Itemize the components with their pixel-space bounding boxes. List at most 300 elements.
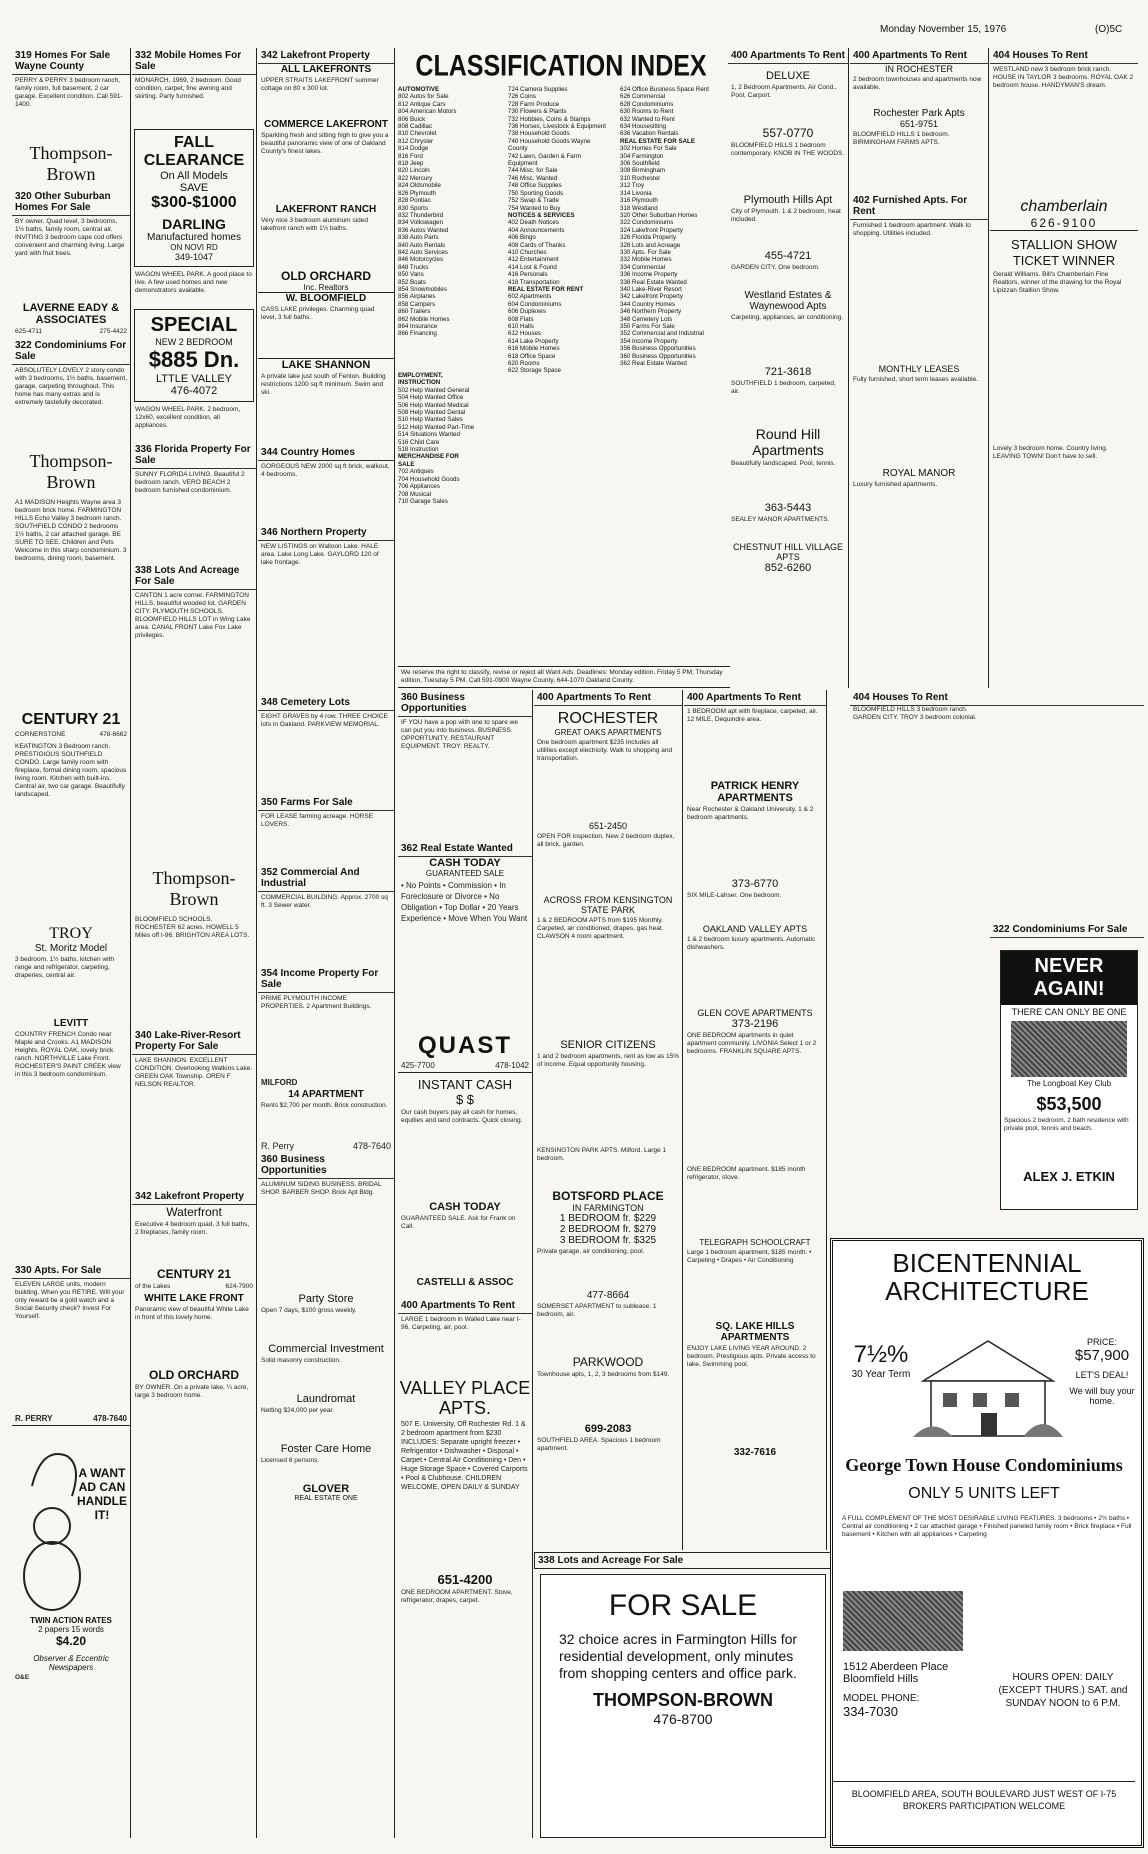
instant-cash-symbols: $ $ [455,1092,475,1107]
index-entry: 864 Insurance [398,323,438,330]
index-entry: 866 Financing [398,330,437,338]
section-heading-340: 340 Lake-River-Resort Property For Sale [132,1028,256,1055]
index-entry: 834 Volkswagen [398,219,444,227]
botsford-1br: 1 BEDROOM fr. $229 [559,1213,657,1224]
index-entry: 830 Sports [398,204,428,212]
rochester-park-heading: Rochester Park Apts [873,108,965,119]
model-phone: 334-7030 [843,1704,898,1719]
listing-text: PERRY & PERRY 3 bedroom ranch, family room, full basement, 2 car garage. Excellent condition. Call 591-1400. [15,77,123,108]
header-date: Monday November 15, 1976 [880,24,1007,35]
thompson-brown-logo: Thompson-Brown [152,868,236,909]
listing-text: Licensed 8 persons. [261,1457,320,1464]
index-entry: 410 Churches [508,248,547,256]
glen-cove-heading: GLEN COVE APARTMENTS [697,1008,813,1018]
section-heading-320: 320 Other Suburban Homes For Sale [12,189,130,216]
index-entry: 622 Storage Space [508,367,561,375]
listing-text: EIGHT GRAVES by 4 row. THREE CHOICE lots in Oakland. PARKVIEW MEMORIAL. [261,713,388,728]
westland-heading: Westland Estates & Waynewood Apts [744,290,832,312]
index-entry: 508 Help Wanted Dental [398,409,466,417]
deluxe-heading: DELUXE [765,70,811,82]
index-entry: 748 Office Supplies [508,182,562,190]
index-entry: 502 Help Wanted General [398,386,470,394]
listing-text: BLOOMFIELD HILLS 1 bedroom contemporary. KNOB IN THE WOODS. [731,142,845,157]
section-heading-342b: 342 Lakefront Property [258,48,394,64]
index-entry: 402 Death Notices [508,219,559,227]
townhouse-illustration [913,1321,1063,1441]
kensington-heading: ACROSS FROM KENSINGTON STATE PARK [543,895,673,915]
listing-text: WESTLAND new 3 bedroom brick ranch. HOUSE IN TAYLOR 3 bedrooms. ROYAL OAK 2 bedroom house. HANDYMAN'S dream. [993,66,1134,89]
listing-text: Lovely 3 bedroom home. Country living. LEAVING TOWN! Don't have to sell. [993,445,1108,460]
party-store-heading: Party Store [298,1293,354,1305]
round-hill-heading: Round Hill Apartments [752,426,824,458]
index-entry: 624 Office Business Space Rent [620,86,709,93]
listing-text: Open 7 days, $100 gross weekly. [261,1307,357,1314]
patrick-henry-phone: 373-6770 [731,878,779,890]
rates-title: TWIN ACTION RATES [30,1616,112,1625]
rochester-park-phone: 651-9751 [899,119,939,129]
index-entry: 628 Condominiums [620,100,674,108]
column-h [850,48,989,688]
listing-text: COMMERCIAL BUILDING. Approx. 2700 sq ft. 3 Sewer water. [261,894,388,909]
index-entry: 406 Bingo [508,234,536,242]
index-notice: We reserve the right to classify, revise or reject all Want Ads. Deadlines: Monday edition, Friday 5 PM; Thursday edition, Tuesday 5 PM. Call 591-0900 Wayne County, 644-1070 Oakland County. [398,666,730,688]
index-entry: 704 Household Goods [398,475,460,483]
index-entry: 416 Personals [508,271,548,279]
listing-text: A1 MADISON Heights Wayne area 3 bedroom brick home. FARMINGTON HILLS Echo Valley 3 bedroom ranch. SOUTHFIELD CONDO 2 bedrooms 1½ baths, 2 car attached garage. BE SURE TO SEE. Children and Pets Welcome in this sharp condominium. 3 bedrooms, dining room, basement. [15,499,127,562]
chamberlain-logo: chamberlain [1020,198,1108,215]
index-entry: 318 Westland [620,204,658,212]
page-number: (O)5C [1095,24,1123,35]
index-entry: 860 Trailers [398,308,431,316]
index-entry: 510 Help Wanted Sales [398,416,463,424]
index-entry: 740 Household Goods Wayne County [508,137,591,153]
for-sale-ad [540,1574,826,1838]
index-entry: 820 Lincoln [398,167,430,175]
listing-text: COUNTRY FRENCH Condo near Maple and Crooks. A1 MADISON Heights. ROYAL OAK, lovely brick ranch. NORTHVILLE Lake Front. ROCHESTER'S PAINT CREEK view in this 3 bedroom condominium. [15,1031,121,1078]
lets-deal: LET'S DEAL! [1075,1370,1129,1380]
index-entry: 862 Mobile Homes [398,315,450,323]
index-entry: 602 Apartments [508,293,552,301]
index-entry: 314 Livonia [620,189,652,197]
listing-text: KEATINGTON 3 Bedroom ranch. PRESTIGIOUS SOUTHFIELD CONDO. Large family room with fireplace, formal dining room, spacious living room. Kitchen with built-ins. Central air, two car garage. Beautifully landscaped. [15,743,127,798]
listing-text: Large 1 bedroom apartment, $185 month. • Carpeting • Drapes • Air Conditioning [687,1249,812,1264]
index-entry: 730 Flowers & Plants [508,108,567,116]
listing-text: GORGEOUS NEW 2000 sq ft brick, walkout, 4 bedrooms. [261,463,390,478]
index-entry: 330 Apts. For Sale [620,248,671,256]
section-heading-400e: 400 Apartments To Rent [850,48,988,64]
listing-text: FOR LEASE farming acreage. HORSE LOVERS. [261,813,373,828]
never-again-title: NEVER AGAIN! [1001,951,1137,1005]
index-entry: 504 Help Wanted Office [398,394,464,402]
perry-info: R. Perry 478-7640 [261,1141,391,1151]
index-entry: NOTICES & SERVICES [508,211,575,219]
quast-logo: QUAST [418,1032,512,1059]
listing-text: BLOOMFIELD HILLS 1 bedroom. BIRMINGHAM FARMS APTS. [853,131,950,146]
old-orchard-logo: OLD ORCHARD [281,269,371,283]
units-left: ONLY 5 UNITS LEFT [908,1485,1060,1502]
for-sale-body: 32 choice acres in Farmington Hills for residential development, only minutes from shopping centers and office park. [559,1631,798,1681]
newspaper-logo: Observer & Eccentric Newspapers [33,1654,109,1672]
section-heading-400: 400 Apartments To Rent [398,1298,532,1314]
index-entry: 604 Condominiums [508,300,562,308]
listing-text: 1 & 2 bedroom luxury apartments. Automatic dishwashers. [687,936,816,951]
castelli-logo: CASTELLI & ASSOC [416,1277,514,1288]
index-entry: 340 Lake-River Resort [620,285,682,293]
section-heading-342: 342 Lakefront Property [132,1189,256,1205]
index-entry: AUTOMOTIVE [398,86,440,93]
sq-lake-hills-phone: 332-7616 [733,1447,777,1458]
index-entry: 726 Coins [508,93,536,101]
lakefront-ranch-heading: LAKEFRONT RANCH [275,204,377,215]
quast-phones: 425-7700 478-1042 [401,1061,529,1070]
section-heading-336: 336 Florida Property For Sale [132,442,256,469]
listing-text: KENSINGTON PARK APTS. Milford. Large 1 bedroom. [537,1147,667,1162]
section-heading-400b: 400 Apartments To Rent [534,690,682,706]
century-21-info: of the Lakes 624-7900 [135,1283,253,1290]
price-block [1069,1337,1135,1406]
section-heading-319: 319 Homes For Sale Wayne County [12,48,130,75]
index-entry: 708 Musical [398,490,432,498]
bicentennial-title: BICENTENNIAL ARCHITECTURE [885,1248,1089,1306]
index-entry: 810 Chevrolet [398,130,437,138]
laundromat-heading: Laundromat [296,1393,356,1405]
column-a [12,48,131,1838]
glover-logo: GLOVER [302,1483,350,1495]
index-entry: 418 Transportation [508,278,560,286]
index-entry: 724 Camera Supplies [508,86,568,93]
parkwood-phone: 699-2083 [584,1423,632,1435]
index-entry: 516 Child Care [398,438,440,446]
listing-text: 1 BEDROOM apt with fireplace, carpeted, air. 12 MILE, Dequindre area. [687,708,818,723]
column-i [990,48,1138,688]
index-entry: 356 Business Opportunities [620,345,696,353]
index-entry: EMPLOYMENT, INSTRUCTION [398,372,443,387]
listing-text: SEALEY MANOR APARTMENTS. [731,516,830,523]
index-entry: 826 Plymouth [398,189,436,197]
section-heading-404: 404 Houses To Rent [990,48,1138,64]
index-entry: 620 Rooms [508,360,540,368]
listing-text: A private lake just south of Fenton. Building restrictions 1200 sq ft minimum. Swim and ski. [261,373,386,396]
fall-clearance-ad: FALL CLEARANCE On All Models SAVE $300-$1000 DARLING Manufactured homes ON NOVI RD 349-1047 [134,129,254,267]
listing-text: ALUMINUM SIDING BUSINESS. BRIDAL SHOP. BARBER SHOP. Brick Apt Bldg. [261,1181,382,1196]
listing-text: Our cash buyers pay all cash for homes, equities and land contracts. Quick closing. [401,1109,523,1124]
index-entry: 324 Lakefront Property [620,226,683,234]
column-b [132,48,257,1838]
column-c [258,48,395,1838]
index-entry: 746 Misc. Wanted [508,174,558,182]
want-ad-cartoon [12,1425,130,1616]
index-entry: 506 Help Wanted Medical [398,401,469,409]
index-entry: 728 Farm Produce [508,100,560,108]
page-code: O&E [15,1674,30,1681]
round-hill-phone: 363-5443 [764,502,812,514]
listing-text: PRIME PLYMOUTH INCOME PROPERTIES. 2 Apartment Buildings. [261,995,372,1010]
index-entry: 812 Antique Cars [398,100,446,108]
index-entry: 806 Buick [398,115,426,123]
index-entry: 618 Office Space [508,352,556,360]
index-entry: 614 Lake Property [508,337,559,345]
index-entry: 332 Mobile Homes [620,256,672,264]
listing-text: City of Plymouth. 1 & 2 bedroom, heat included. [731,208,841,223]
for-sale-title: FOR SALE [608,1589,758,1622]
index-entry: 828 Pontiac [398,197,431,205]
patrick-henry-heading: PATRICK HENRY APARTMENTS [710,780,800,804]
all-lakefronts-heading: ALL LAKEFRONTS [280,64,372,75]
index-entry: REAL ESTATE FOR RENT [508,285,584,293]
rate-value: 7½% [853,1341,909,1368]
glover-sub: REAL ESTATE ONE [294,1495,358,1502]
index-column-3 [508,86,608,375]
botsford-phone: 477-8664 [586,1290,630,1301]
trade-offer: We will buy your home. [1069,1386,1135,1406]
address-block [843,1661,983,1719]
index-entry: 808 Cadillac [398,123,433,131]
listing-text: LAKE SHANNON. EXCELLENT CONDITION. Overlooking Watkins Lake. GREEN OAK Township. OREN F NELSON REALTOR. [135,1057,253,1088]
index-entry: 838 Auto Parts [398,234,439,242]
address-line-1: 1512 Aberdeen Place [843,1661,949,1673]
valley-place-phone: 651-4200 [437,1572,493,1587]
section-heading-344: 344 Country Homes [258,445,394,461]
index-entry: 310 Rochester [620,174,661,182]
listing-text: OPEN FOR inspection. New 2 bedroom duplex, all brick, garden. [537,833,675,848]
column-g [728,48,849,688]
index-entry: 752 Swap & Trade [508,197,559,205]
cash-today-heading-2: CASH TODAY [429,1201,501,1213]
thompson-brown-logo: Thompson-Brown [29,451,113,492]
column-f [684,690,827,1550]
index-entry: 342 Lakefront Property [620,293,683,301]
listing-text: Private garage, air conditioning, pool. [537,1248,645,1255]
address-line-2: Bloomfield Hills [843,1673,919,1685]
deluxe-phone: 557-0770 [762,126,814,140]
rochester-heading: ROCHESTER [557,710,659,727]
listing-text: BY owner. Quad level, 3 bedrooms, 1½ baths, family room, central air. INVITING 3 bedroom cape cod offers convenient and charming living. Large yard with fruit trees. [15,218,125,257]
cash-today-sub: GUARANTEED SALE [425,869,505,878]
listing-text: Fully furnished, short term leases available. [853,376,979,383]
listing-text: ONE BEDROOM APARTMENT. Stove, refrigerator, drapes, carpet. [401,1589,513,1604]
rochester-phone: 651-2450 [588,821,628,831]
section-heading-330: 330 Apts. For Sale [12,1263,130,1279]
bicentennial-ad [830,1238,1144,1848]
section-heading-322b: 322 Condominiums For Sale [990,922,1144,938]
senior-citizens-heading: SENIOR CITIZENS [560,1039,656,1051]
thompson-brown-logo: Thompson-Brown [29,143,113,184]
index-entry: 512 Help Wanted Part-Time [398,423,475,431]
laverne-eady-phones: 625-4711 275-4422 [15,328,127,335]
index-column-2 [398,372,476,505]
listing-text: One bedroom apartment $235 Includes all utilities except electricity. Walk to shopping and transportation. [537,739,673,762]
monthly-leases-heading: MONTHLY LEASES [878,364,960,374]
section-heading-322: 322 Condominiums For Sale [12,338,130,365]
waterfront-heading: Waterfront [166,1205,222,1219]
listing-text: Solid masonry construction. [261,1357,341,1364]
special-ad: SPECIAL NEW 2 BEDROOM $885 Dn. LTTLE VALLEY 476-4072 [134,309,254,402]
listing-text: ABSOLUTELY LOVELY 2 story condo with 3 bedrooms, 1½ baths, basement, garage, carpeting throughout. This home has many extras and is extremely tastefully decorated. [15,367,128,406]
section-heading-400c: 400 Apartments To Rent [684,690,826,706]
listing-text: SUNNY FLORIDA LIVING. Beautiful 2 bedroom ranch. VERO BEACH 2 bedroom furnished condominium. [135,471,245,494]
never-again-price: $53,500 [1036,1094,1102,1114]
index-entry: 636 Vacation Rentals [620,130,679,138]
section-heading-338: 338 Lots And Acreage For Sale [132,563,256,590]
milford-info: MILFORD [261,1078,298,1087]
index-entry: 354 Income Property [620,337,678,345]
instant-cash-heading: INSTANT CASH [398,1072,532,1092]
column-e [534,690,683,1550]
section-heading-360: 360 Business Opportunities [258,1152,394,1179]
century-21-logo: CENTURY 21 [156,1267,232,1281]
index-entry: 812 Chrysler [398,137,434,145]
section-heading-348: 348 Cemetery Lots [258,695,394,711]
chestnut-hill-heading: CHESTNUT HILL VILLAGE APTS [732,542,844,562]
section-heading-338b: 338 Lots and Acreage For Sale [534,1552,832,1569]
index-entry: 518 Instruction [398,446,439,454]
sq-lake-hills-heading: SQ. LAKE HILLS APARTMENTS [715,1321,795,1343]
never-again-agent: ALEX J. ETKIN [1023,1169,1115,1184]
botsford-heading: BOTSFORD PLACE [552,1189,664,1203]
section-heading-360b: 360 Business Opportunities [398,690,532,717]
listing-text: BLOOMFIELD HILLS 3 bedroom ranch. GARDEN CITY. TROY 3 bedroom colonial. [853,706,977,721]
listing-text: IF YOU have a pop with one to spare we can put you into business. BUSINESS OPPORTUNITY. RESTAURANT EQUIPMENT. TROY: REALTY. [401,719,518,750]
listing-text: Sparkling fresh and sitting high to give you a beautiful panoramic view of one of Oakland County's finest lakes. [261,132,389,155]
index-entry: 612 Houses [508,330,542,338]
index-entry: 352 Commercial and Industrial [620,330,704,338]
never-again-ad [1000,950,1138,1210]
price-value: $57,900 [1074,1347,1130,1364]
listing-text: 1 & 2 BEDROOM APTS from $195 Monthly. Carpeted, air conditioned, drapes, gas heat. CLAWSON 4 room apartment. [537,917,664,940]
index-entry: 350 Farms For Sale [620,323,675,330]
listing-text: SIX MILE-Lahser. One bedroom. [687,892,782,899]
levitt-heading: LEVITT [53,1018,89,1029]
listing-text: WAGON WHEEL PARK. 2 bedroom, 12x60, excellent condition, all appliances. [135,406,241,429]
location-map [843,1591,963,1651]
botsford-2br: 2 BEDROOM fr. $279 [559,1224,657,1235]
listing-text: Near Rochester & Oakland University. 1 & 2 bedroom apartments. [687,806,814,821]
listing-text: BY OWNER. On a private lake, ¼ acre, large 3 bedroom home. [135,1384,249,1399]
section-heading-404b: 404 Houses To Rent [850,690,1144,706]
classification-index-title: CLASSIFICATION INDEX [415,49,707,83]
index-entry: 304 Farmington [620,152,664,160]
listing-text: Panoramic view of beautiful White Lake in front of this lovely home. [135,1306,249,1321]
index-entry: 362 Real Estate Wanted [620,360,687,368]
royal-manor-heading: ROYAL MANOR [882,468,956,479]
plymouth-hills-phone: 455-4721 [764,250,812,262]
listing-text: Beautifully landscaped. Pool, tennis. [731,460,836,467]
white-lake-heading: WHITE LAKE FRONT [144,1293,244,1304]
old-orchard-sub: Inc. Realtors [303,283,349,292]
listing-text: WAGON WHEEL PARK. A good place to live. A few used homes and new demonstrators available. [135,271,252,294]
listing-text: Luxury furnished apartments. [853,481,938,488]
index-entry: 328 Lots and Acreage [620,241,681,249]
index-entry: 334 Commercial [620,263,666,271]
listing-text: Gerald Williams. Bill's Chamberlain Fine Realtors, winner of the drawing for the Royal Lipizzan Stallion Show. [993,271,1122,294]
index-entry: 306 Southfield [620,160,660,168]
parkwood-heading: PARKWOOD [572,1355,644,1369]
section-heading-332: 332 Mobile Homes For Sale [132,48,256,75]
section-heading-346: 346 Northern Property [258,525,394,541]
stallion-heading: STALLION SHOW TICKET WINNER [990,230,1138,269]
glen-cove-phone: 373-2196 [731,1018,779,1030]
index-entry: 608 Flats [508,315,534,323]
index-entry: 610 Halls [508,323,534,330]
listing-text: ELEVEN LARGE units, modern building. When you RETIRE. Will your only reward be a gold watch and a Social Security check? Invest For Yourself. [15,1281,125,1320]
index-entry: 706 Appliances [398,483,440,491]
index-entry: 850 Vans [398,271,424,279]
index-entry: 302 Homes For Sale [620,145,677,153]
listing-text: 507 E. University, Off Rochester Rd. 1 & 2 bedroom apartment from $230 INCLUDES: Separate upright freezer • Refrigerator • Dishwasher • Disposal • Carpet • Central Air Conditioning • Den • Huge Storage Space • Covered Carports • Pool & Clubhouse. CHILDREN WELCOME, OPEN DAILY & SUNDAY [401,1421,528,1491]
listing-text: ENJOY LAKE LIVING YEAR AROUND. 2 bedroom, Prestigious apts. Private access to lake. Swimming pool. [687,1345,816,1368]
index-entry: 322 Condominiums [620,219,674,227]
index-entry: 606 Duplexes [508,308,546,316]
price-label: PRICE: [1086,1337,1117,1347]
listing-text: Very nice 3 bedroom aluminum sided lakefront ranch with 1½ baths. [261,217,368,232]
troy-model: St. Moritz Model [34,943,108,954]
century-21-info: CORNERSTONE 478-6662 [15,731,127,738]
listing-text: UPPER STRAITS LAKEFRONT summer cottage on 80 x 300 lot. [261,77,379,92]
rates-sub: 2 papers 15 words [38,1625,104,1634]
listing-text: NEW LISTINGS on Walloon Lake. HALE area. Lake Long Lake. GAYLORD 120 of lake frontage. [261,543,379,566]
listing-text: • No Points • Commission • In Foreclosure or Divorce • No Obligation • Top Dollar • 20 Years Experience • Move When You Want [401,881,528,923]
listing-text: SOMERSET APARTMENT to sublease. 1 bedroom, air. [537,1303,657,1318]
index-entry: 804 American Motors [398,108,457,116]
rates-price: $4.20 [55,1634,87,1648]
index-entry: 816 Ford [398,152,423,160]
index-entry: 710 Garage Sales [398,497,448,505]
section-heading-350: 350 Farms For Sale [258,795,394,811]
index-entry: 832 Thunderbird [398,211,444,219]
index-entry: 408 Cards of Thanks [508,241,566,249]
page-header [880,24,1123,35]
index-entry: 348 Cemetery Lots [620,315,673,323]
index-entry: 742 Lawn, Garden & Farm Equipment [508,152,581,168]
longboat-key-logo [1011,1021,1127,1077]
rochester-sub: GREAT OAKS APARTMENTS [554,728,662,737]
index-entry: 754 Wanted to Buy [508,204,561,212]
index-entry: 336 Income Property [620,271,678,279]
section-heading-400d: 400 Apartments To Rent [728,48,848,64]
botsford-sub: IN FARMINGTON [572,1203,644,1213]
index-entry: 344 Country Homes [620,300,676,308]
listing-text: 1 and 2 bedroom apartments, rent as low as 15% of income. Equal opportunity housing. [537,1053,679,1068]
commerce-lakefront-heading: COMMERCE LAKEFRONT [264,119,388,130]
plymouth-hills-heading: Plymouth Hills Apt [743,194,833,206]
listing-text: BLOOMFIELD SCHOOLS. ROCHESTER 62 acres. HOWELL 5 Miles off I-96. BRIGHTON AREA LOTS. [135,916,250,939]
listing-text: ONE BEDROOM apartments in quiet apartment community. LIVONIA Select 1 or 2 bedrooms. FRANKLIN SQUARE APTS. [687,1032,817,1055]
amenities-text: A FULL COMPLEMENT OF THE MOST DESIRABLE LIVING FEATURES. 3 bedrooms • 2½ baths • Central air conditioning • 2 car attached garage • Finished paneled family room • Brick fireplace • Full basement • Kitchen with all appliances • Carpeting [842,1515,1132,1538]
chamberlain-phone: 626-9100 [1030,216,1098,230]
lake-shannon-heading: LAKE SHANNON [258,358,394,371]
index-entry: 404 Announcements [508,226,565,234]
george-town-house-logo: George Town House Condominiums [845,1455,1123,1475]
index-entry: 818 Jeep [398,160,424,168]
index-entry: 750 Sporting Goods [508,189,564,197]
foster-care-heading: Foster Care Home [280,1443,372,1455]
column-d [398,690,533,1838]
longboat-key-brand: The Longboat Key Club [1026,1079,1112,1088]
telegraph-heading: TELEGRAPH SCHOOLCRAFT [699,1238,811,1247]
index-entry: 852 Boats [398,278,426,286]
rate-block [851,1341,911,1380]
index-entry: 308 Birmingham [620,167,666,175]
w-bloomfield-heading: W. BLOOMFIELD [258,292,394,304]
botsford-3br: 3 BEDROOM fr. $325 [559,1235,657,1246]
listing-text: CANTON 1 acre corner. FARMINGTON HILLS, beautiful wooded lot. GARDEN CITY. PLYMOUTH SCHOOLS. BLOOMFIELD HILLS LOT in Wing Lake area. CANAL FRONT Lake Fox Lake privileges. [135,592,251,639]
index-entry: 616 Mobile Homes [508,345,560,353]
listing-text: 1, 2 Bedroom Apartments. Air Cond., Pool, Carport. [731,84,837,99]
index-entry: 824 Oldsmobile [398,182,441,190]
listing-text: Netting $24,000 per year. [261,1407,334,1414]
index-entry: 414 Lost & Found [508,263,557,271]
index-entry: 514 Situations Wanted [398,431,461,439]
